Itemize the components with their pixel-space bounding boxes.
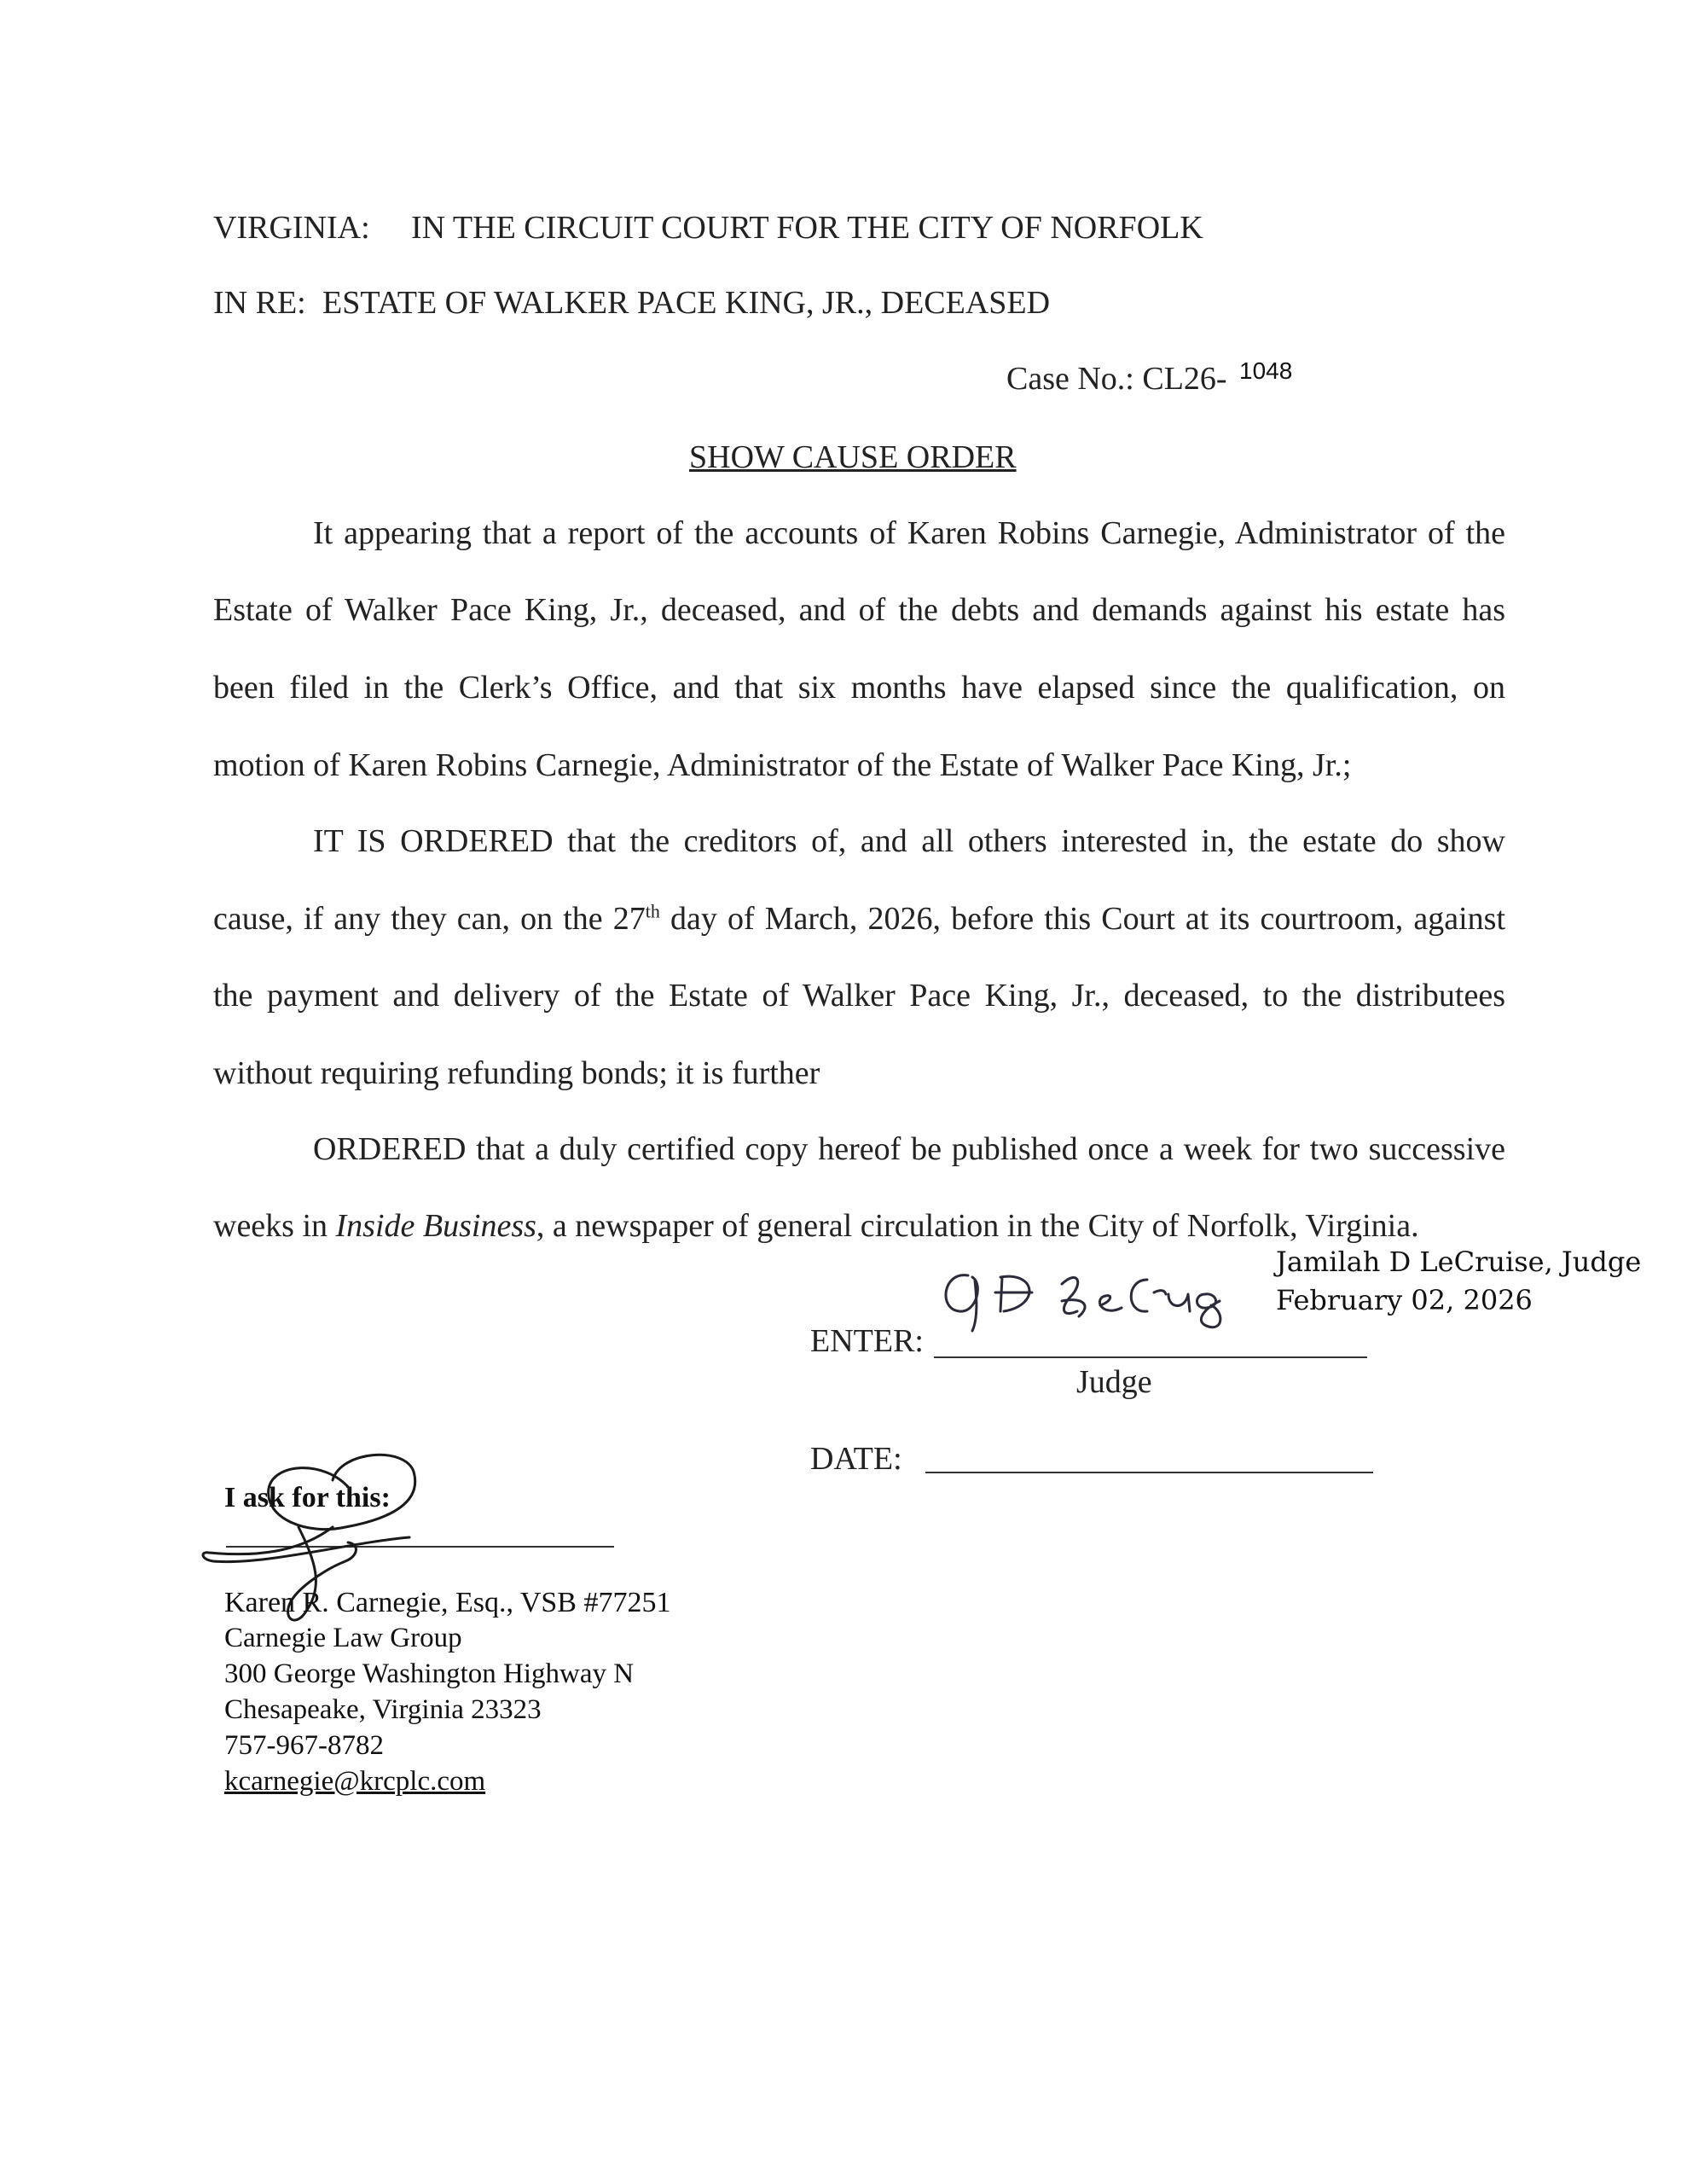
paragraph-2-line-2-end: day of March, 2026, before this Court at its courtroom, against [659,901,1506,937]
paragraph-3-line-1: ORDERED that a duly certified copy hereof be published once a week for two successive [313,1131,1505,1167]
date-signature-line [925,1472,1373,1473]
paragraph-2-line-1: IT IS ORDERED that the creditors of, and all others interested in, the estate do show [313,823,1505,859]
judge-name-stamp: Jamilah D LeCruise, Judge [1276,1246,1642,1278]
address-line-2: Chesapeake, Virginia 23323 [224,1694,542,1725]
paragraph-3-line-2-end: , a newspaper of general circulation in the City of Norfolk, Virginia. [536,1208,1419,1244]
case-number-label: Case No.: CL26- [1006,361,1227,397]
court-state: VIRGINIA: [213,210,370,246]
enter-label: ENTER: [810,1323,924,1359]
signing-date-stamp: February 02, 2026 [1276,1284,1533,1316]
document-title: SHOW CAUSE ORDER [689,439,1017,475]
address-line-1: 300 George Washington Highway N [224,1658,635,1689]
in-re-title: ESTATE OF WALKER PACE KING, JR., DECEASED [322,285,1051,321]
phone-number: 757-967-8782 [224,1730,384,1761]
date-label: DATE: [810,1441,902,1477]
judge-label: Judge [1076,1364,1152,1400]
newspaper-name: Inside Business [335,1208,536,1244]
law-firm-name: Carnegie Law Group [224,1623,462,1653]
paragraph-1-line-4: motion of Karen Robins Carnegie, Administrator of the Estate of Walker Pace King, Jr.; [213,747,1352,783]
judge-signature [934,1258,1241,1335]
case-number: 1048 [1239,357,1293,384]
paragraph-2-line-4: without requiring refunding bonds; it is further [213,1055,820,1091]
paragraph-1-line-1: It appearing that a report of the accounts of Karen Robins Carnegie, Administrator of the [313,515,1505,551]
paragraph-2-line-2 [213,900,1505,938]
ordinal-suffix: th [645,900,660,922]
email-address[interactable]: kcarnegie@krcplc.com [224,1766,486,1797]
attorney-name: Karen R. Carnegie, Esq., VSB #77251 [224,1587,671,1618]
paragraph-1-line-3: been filed in the Clerk’s Office, and that six months have elapsed since the qualification, on [213,670,1505,706]
paragraph-1-line-2: Estate of Walker Pace King, Jr., deceased, and of the debts and demands against his estate has [213,592,1505,628]
in-re-label: IN RE: [213,285,306,321]
enter-signature-line [934,1356,1367,1358]
ask-for-this-label: I ask for this: [224,1482,391,1513]
paragraph-3-line-2 [213,1207,1505,1245]
paragraph-3-line-2-start: weeks in [213,1208,336,1244]
paragraph-2-line-2-start: cause, if any they can, on the 27 [213,901,646,937]
paragraph-2-line-3: the payment and delivery of the Estate of Walker Pace King, Jr., deceased, to the distributees [213,978,1505,1014]
court-name: IN THE CIRCUIT COURT FOR THE CITY OF NORFOLK [411,210,1203,246]
